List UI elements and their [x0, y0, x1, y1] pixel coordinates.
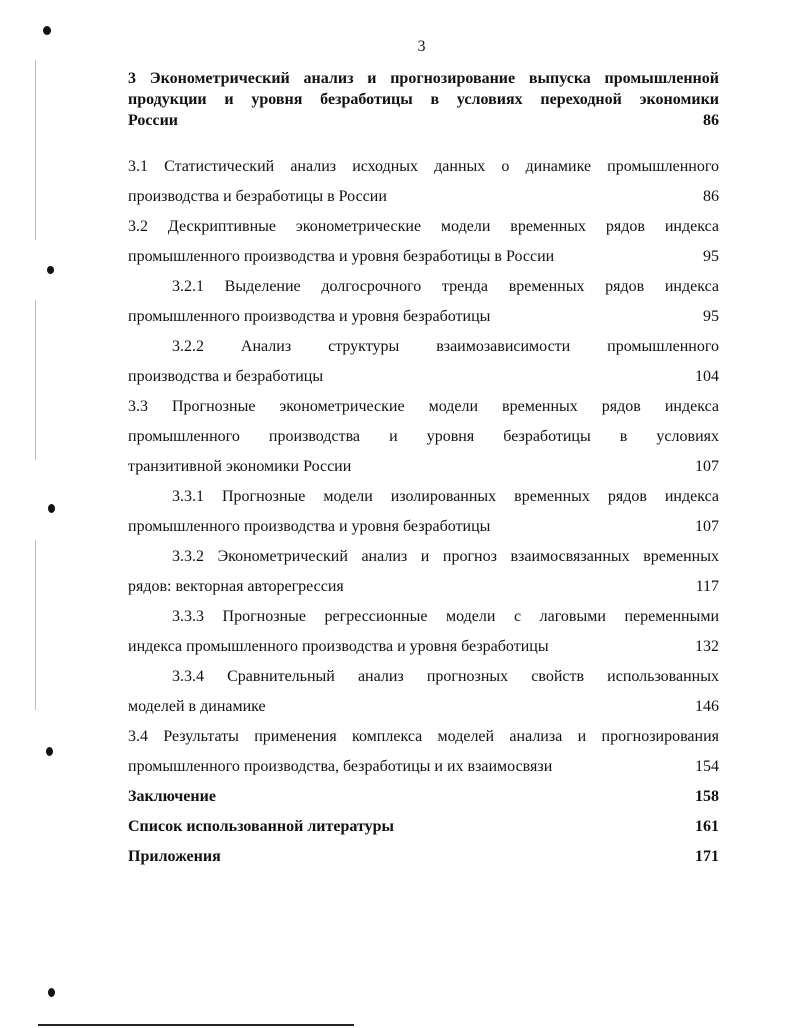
- scan-edge-line: [38, 1024, 354, 1026]
- toc-last-line: [128, 302, 719, 332]
- toc-last-line: [128, 692, 719, 722]
- table-of-contents: [128, 152, 719, 872]
- toc-page: 104: [695, 368, 719, 385]
- toc-last-line: [128, 452, 719, 482]
- chapter-line: продукции и уровня безработицы в условиях переходной экономики: [128, 91, 719, 108]
- page-number: 3: [417, 38, 426, 55]
- toc-last-line: [128, 572, 719, 602]
- binding-hole-mark: [43, 26, 51, 35]
- toc-text: производства и безработицы: [128, 368, 324, 385]
- toc-page: 154: [695, 758, 719, 775]
- toc-last-line: [128, 632, 719, 662]
- binding-hole-mark: [46, 747, 53, 756]
- toc-entry: [128, 722, 719, 782]
- toc-line: 3.3.1 Прогнозные модели изолированных временных рядов индекса: [172, 488, 719, 505]
- toc-entry: [128, 212, 719, 272]
- toc-entry: [128, 332, 719, 392]
- toc-line: 3.1 Статистический анализ исходных данных о динамике промышленного: [128, 158, 719, 175]
- toc-last-line: [128, 242, 719, 272]
- chapter-last-line: [128, 110, 719, 131]
- toc-text: моделей в динамике: [128, 698, 266, 715]
- toc-last-line: [128, 182, 719, 212]
- scan-edge-line: [35, 540, 36, 710]
- toc-page: 95: [703, 308, 719, 325]
- toc-line: 3.3 Прогнозные эконометрические модели временных рядов индекса: [128, 398, 719, 415]
- toc-page: 107: [695, 458, 719, 475]
- chapter-last-text: России: [128, 112, 179, 129]
- toc-page: 95: [703, 248, 719, 265]
- toc-entry-conclusion: [128, 782, 719, 812]
- binding-hole-mark: [48, 988, 55, 997]
- toc-last-line: [128, 842, 719, 872]
- toc-text: Заключение: [128, 788, 216, 805]
- toc-last-line: [128, 812, 719, 842]
- toc-text: Приложения: [128, 848, 221, 865]
- toc-page: 117: [695, 578, 719, 595]
- toc-text: промышленного производства и уровня безработицы: [128, 308, 491, 325]
- toc-last-line: [128, 362, 719, 392]
- chapter-heading: [128, 68, 719, 131]
- toc-text: производства и безработицы в России: [128, 188, 387, 205]
- toc-entry: [128, 152, 719, 212]
- toc-entry: [128, 542, 719, 602]
- toc-page: 132: [695, 638, 719, 655]
- toc-entry-appendices: [128, 842, 719, 872]
- toc-page: 86: [703, 188, 719, 205]
- toc-text: индекса промышленного производства и уровня безработицы: [128, 638, 549, 655]
- toc-page: 146: [695, 698, 719, 715]
- binding-hole-mark: [47, 266, 54, 274]
- toc-line: 3.3.3 Прогнозные регрессионные модели с лаговыми переменными: [172, 608, 719, 625]
- chapter-line: 3 Эконометрический анализ и прогнозирование выпуска промышленной: [128, 70, 719, 87]
- toc-line: 3.4 Результаты применения комплекса моделей анализа и прогнозирования: [128, 728, 719, 745]
- scan-edge-line: [35, 300, 36, 460]
- toc-last-line: [128, 752, 719, 782]
- scan-edge-line: [35, 60, 36, 240]
- toc-page: 171: [695, 848, 719, 865]
- toc-entry: [128, 482, 719, 542]
- toc-line: 3.2.2 Анализ структуры взаимозависимости промышленного: [172, 338, 719, 355]
- binding-hole-mark: [48, 504, 55, 513]
- toc-page: 161: [695, 818, 719, 835]
- toc-line: 3.2.1 Выделение долгосрочного тренда временных рядов индекса: [172, 278, 719, 295]
- toc-entry: [128, 272, 719, 332]
- toc-line: 3.3.4 Сравнительный анализ прогнозных свойств использованных: [172, 668, 719, 685]
- toc-line: 3.2 Дескриптивные эконометрические модели временных рядов индекса: [128, 218, 719, 235]
- chapter-page: 86: [703, 112, 719, 129]
- toc-line: 3.3.2 Эконометрический анализ и прогноз взаимосвязанных временных: [172, 548, 719, 565]
- toc-text: рядов: векторная авторегрессия: [128, 578, 344, 595]
- toc-entry: [128, 662, 719, 722]
- toc-text: транзитивной экономики России: [128, 458, 352, 475]
- toc-last-line: [128, 512, 719, 542]
- toc-text: промышленного производства и уровня безработицы: [128, 518, 491, 535]
- toc-text: промышленного производства и уровня безработицы в России: [128, 248, 555, 265]
- toc-entry: [128, 602, 719, 662]
- toc-page: 107: [695, 518, 719, 535]
- toc-page: 158: [695, 788, 719, 805]
- toc-last-line: [128, 782, 719, 812]
- toc-entry: [128, 392, 719, 482]
- toc-text: промышленного производства, безработицы и их взаимосвязи: [128, 758, 553, 775]
- toc-entry-references: [128, 812, 719, 842]
- toc-line: промышленного производства и уровня безработицы в условиях: [128, 428, 719, 445]
- toc-text: Список использованной литературы: [128, 818, 394, 835]
